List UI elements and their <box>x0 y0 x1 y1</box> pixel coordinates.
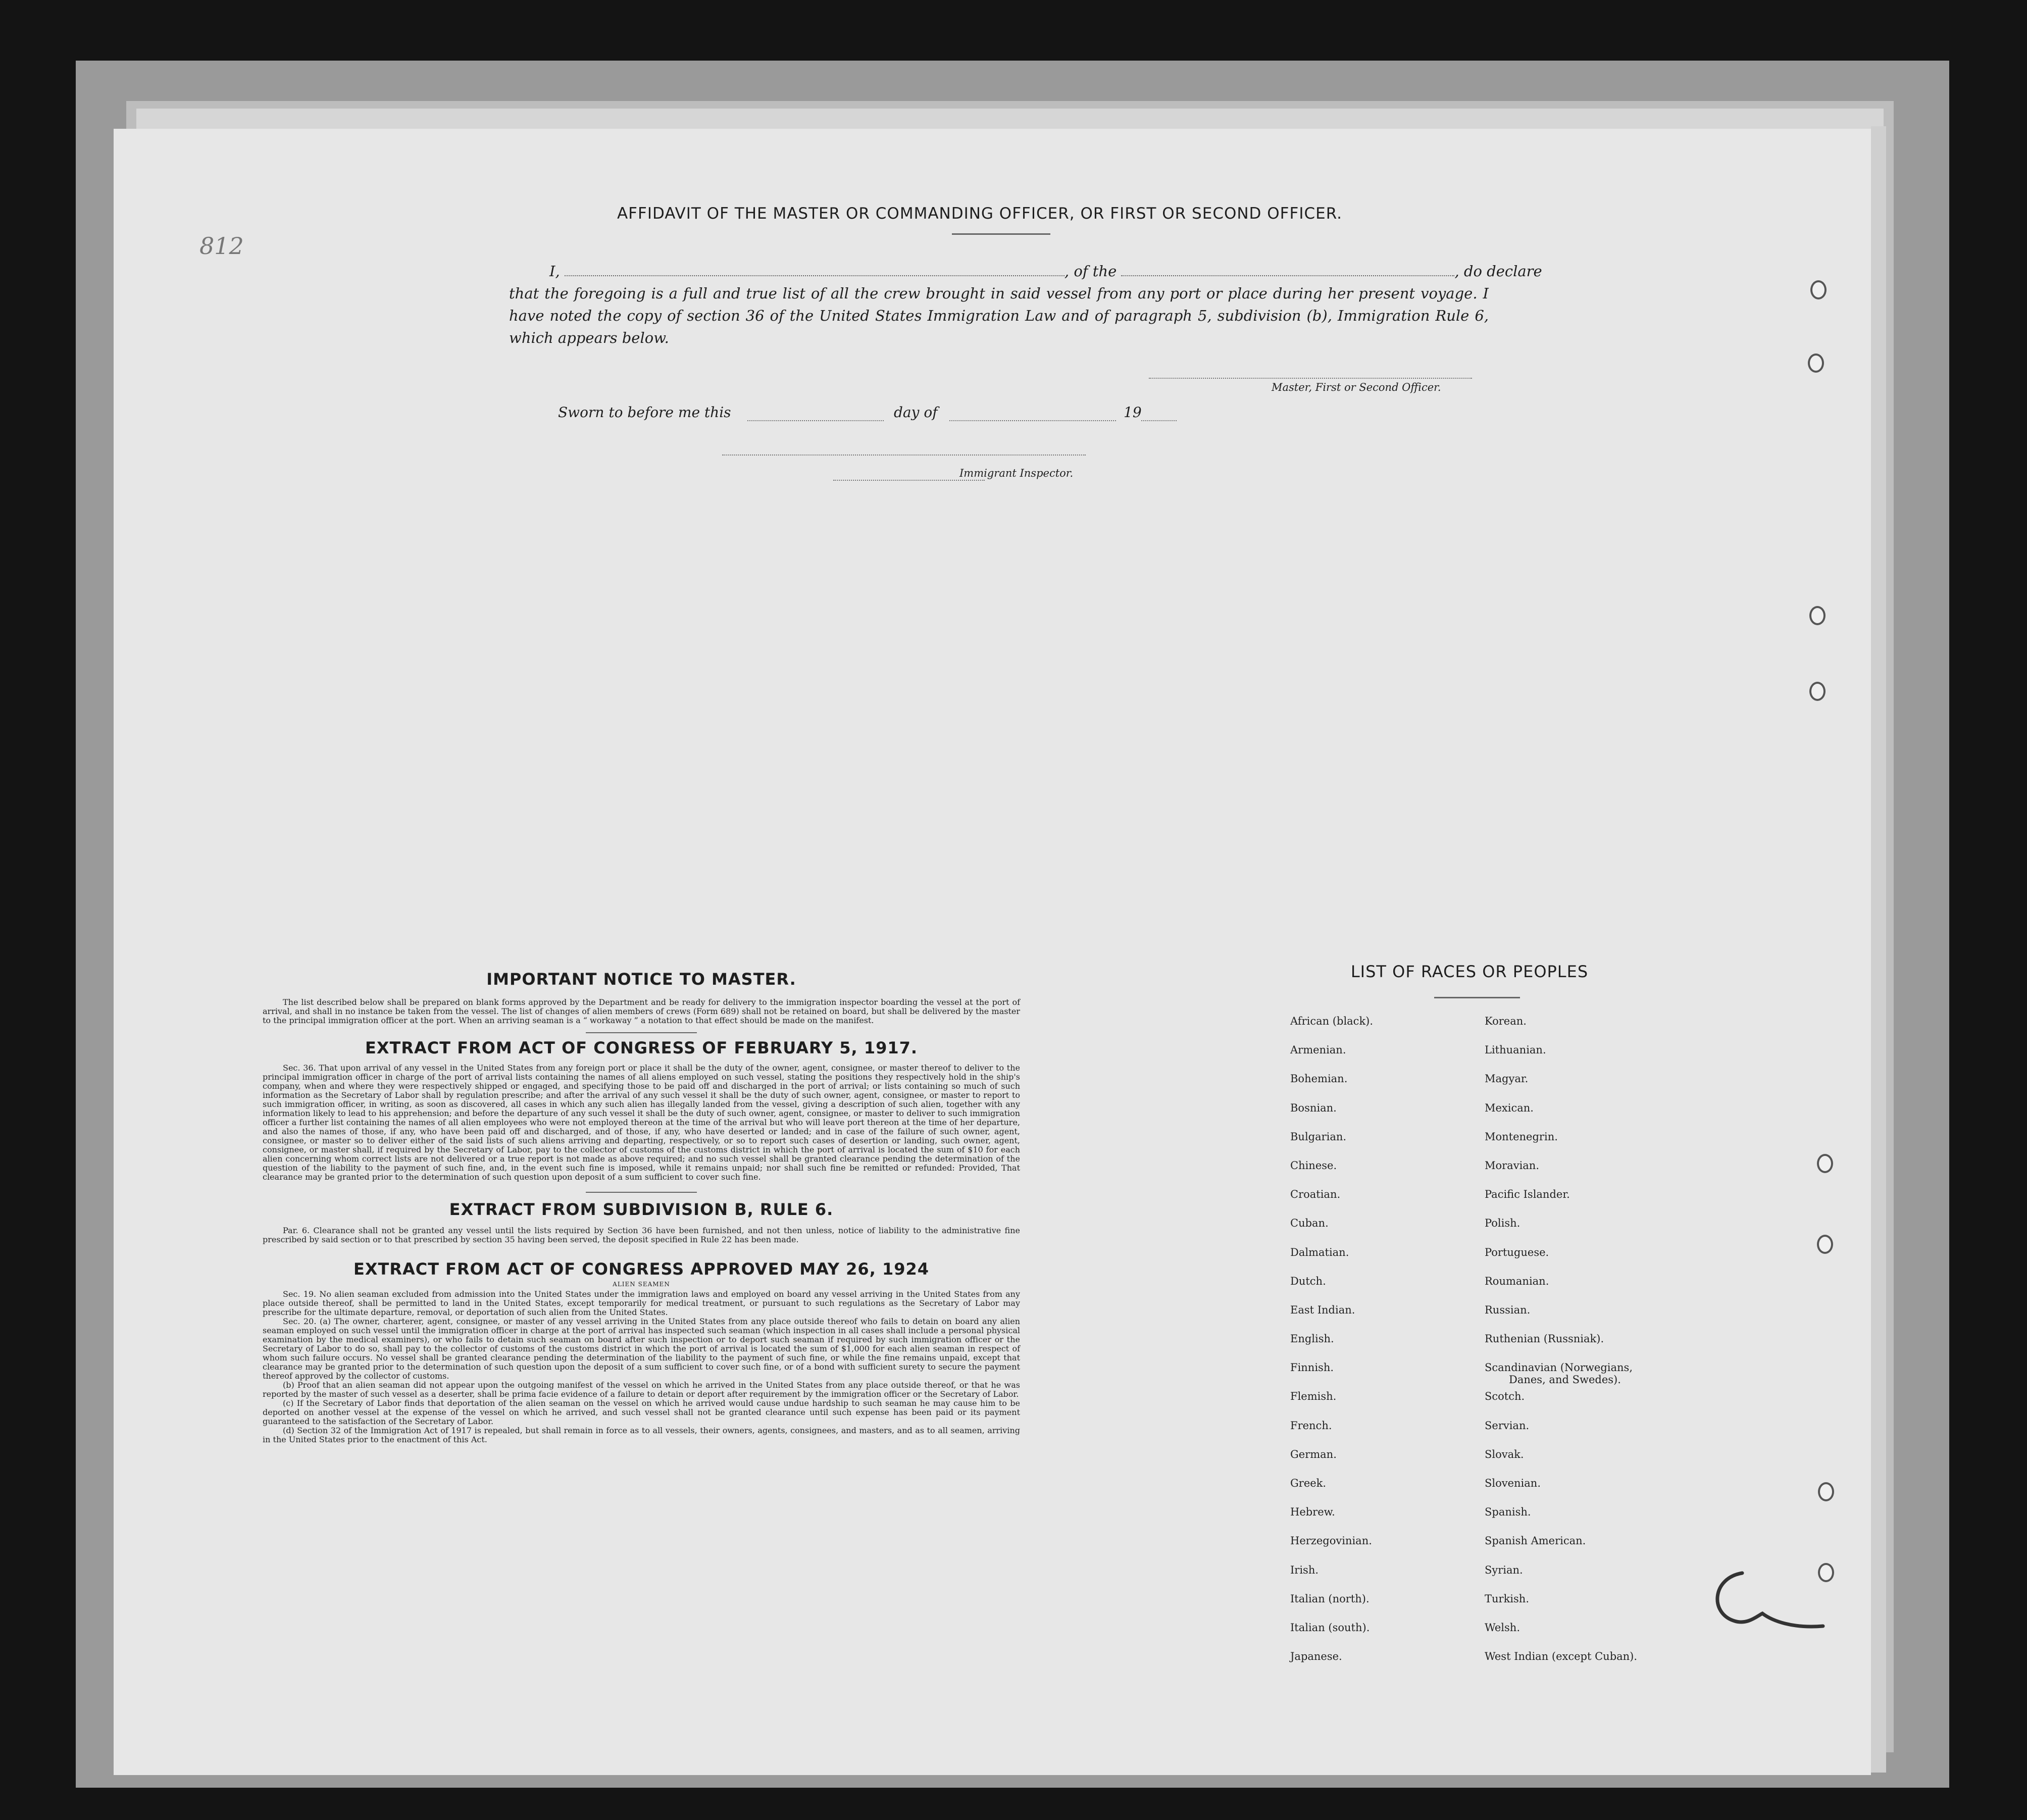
affidavit-intro: I, <box>549 263 560 280</box>
name-field[interactable] <box>565 275 1065 276</box>
extract-rule6-title: EXTRACT FROM SUBDIVISION B, RULE 6. <box>449 1200 834 1219</box>
do-declare-label: , do declare <box>1454 263 1542 280</box>
race-item: Bohemian. <box>1290 1073 1348 1085</box>
race-item: Cuban. <box>1290 1217 1329 1230</box>
race-item: Magyar. <box>1485 1073 1529 1085</box>
extract-1924-paragraph: Sec. 19. No alien seaman excluded from admission into the United States under the immigration laws and employed on board any vessel arriving in the United States from any place outside thereof, shall be permitted to land in the United States, except temporarily for medical treatment, or pursuant to such regulations as the Secretary of Labor may prescribe for the ultimate departure, removal, or deportation of such alien from the United States. <box>263 1289 1020 1317</box>
extract-1924-subtitle: ALIEN SEAMEN <box>613 1281 670 1288</box>
race-item-label: Scandinavian (Norwegians, <box>1485 1361 1633 1374</box>
extract-1924-title: EXTRACT FROM ACT OF CONGRESS APPROVED MAY 26, 1924 <box>353 1259 930 1279</box>
affidavit-text: that the foregoing is a full and true list of all the crew brought in said vessel from any port or place during her present voyage. I have noted the copy of section 36 of the United States Immigration Law and of paragraph 5, subdivision (b), Immigration Rule 6, which appears below. <box>509 285 1489 346</box>
race-item: Croatian. <box>1290 1188 1341 1201</box>
punch-hole-icon <box>1817 1235 1833 1254</box>
extract-1924-paragraph: (b) Proof that an alien seaman did not appear upon the outgoing manifest of the vessel on which he arrived in the United States from any place outside thereof, or that he was reported by the master of such vessel as a deserter, shall be prima facie evidence of a failure to detain or deport after requirement by the immigration officer or the Secretary of Labor. <box>263 1380 1020 1399</box>
notice-column <box>263 970 1020 1444</box>
race-item: Irish. <box>1290 1563 1319 1576</box>
race-item: Bulgarian. <box>1290 1130 1347 1143</box>
year-prefix: 19 <box>1124 404 1142 421</box>
race-item: Welsh. <box>1485 1621 1520 1634</box>
race-item: Ruthenian (Russniak). <box>1485 1333 1604 1345</box>
vessel-field[interactable] <box>1121 275 1454 276</box>
affidavit-body <box>509 260 1542 349</box>
handwritten-mark-icon <box>1707 1565 1838 1641</box>
divider <box>586 1032 697 1033</box>
race-item: Mexican. <box>1485 1101 1534 1114</box>
extract-rule6-body: Par. 6. Clearance shall not be granted any vessel until the lists required by Section 36 have been furnished, and not then unless, notice of liability to the administrative fine prescribed by said section or to that prescribed by section 35 having been served, the deposit specified in Rule 22 has been made. <box>263 1226 1020 1244</box>
race-item: Scotch. <box>1485 1390 1525 1403</box>
race-item: Italian (south). <box>1290 1621 1370 1634</box>
divider <box>1434 997 1520 998</box>
race-item: Japanese. <box>1290 1650 1342 1663</box>
race-item <box>1485 1361 1725 1390</box>
race-item: Hebrew. <box>1290 1506 1335 1519</box>
margin-note: 812 <box>199 232 244 260</box>
race-item: French. <box>1290 1419 1332 1432</box>
race-item: Greek. <box>1290 1477 1327 1489</box>
race-item: Flemish. <box>1290 1390 1337 1403</box>
affidavit-title: AFFIDAVIT OF THE MASTER OR COMMANDING OFFICER, OR FIRST OR SECOND OFFICER. <box>617 205 1343 223</box>
race-item: Dalmatian. <box>1290 1246 1349 1258</box>
inspector-signature-line[interactable] <box>833 480 985 481</box>
punch-hole-icon <box>1809 682 1826 701</box>
extract-1917-title: EXTRACT FROM ACT OF CONGRESS OF FEBRUARY 5, 1917. <box>365 1038 918 1057</box>
race-item: Chinese. <box>1290 1159 1337 1172</box>
inspector-label: Immigrant Inspector. <box>959 467 1074 479</box>
race-item: Polish. <box>1485 1217 1521 1230</box>
race-item: Herzegovinian. <box>1290 1535 1372 1547</box>
race-item: Turkish. <box>1485 1592 1529 1605</box>
race-item: Korean. <box>1485 1015 1527 1027</box>
race-item: Servian. <box>1485 1419 1530 1432</box>
page-edge <box>1871 126 1886 1773</box>
race-item: West Indian (except Cuban). <box>1485 1650 1638 1663</box>
day-of-label: day of <box>894 404 938 421</box>
punch-hole-icon <box>1817 1154 1833 1173</box>
master-signature-label: Master, First or Second Officer. <box>1272 381 1441 393</box>
races-title: LIST OF RACES OR PEOPLES <box>1350 962 1589 981</box>
race-item: Dutch. <box>1290 1275 1326 1287</box>
race-item: Pacific Islander. <box>1485 1188 1570 1201</box>
notice-body: The list described below shall be prepared on blank forms approved by the Department and be ready for delivery to the immigration inspector boarding the vessel at the port of arrival, and shall in no instance be taken from the vessel. The list of changes of alien members of crews (Form 689) shall not be retained on board, but shall be delivered by the master to the principal immigration officer at the port. When an arriving seaman is a “ workaway ” a notation to that effect should be made on the manifest. <box>263 997 1020 1025</box>
race-item: Armenian. <box>1290 1044 1346 1056</box>
divider <box>952 233 1050 235</box>
punch-hole-icon <box>1808 353 1824 373</box>
divider <box>586 1192 697 1193</box>
race-item: Finnish. <box>1290 1361 1334 1374</box>
race-item: Bosnian. <box>1290 1101 1337 1114</box>
race-item: Syrian. <box>1485 1563 1523 1576</box>
race-item: Spanish. <box>1485 1506 1531 1519</box>
race-item: Spanish American. <box>1485 1535 1586 1547</box>
race-item: Lithuanian. <box>1485 1044 1546 1056</box>
race-item: English. <box>1290 1333 1334 1345</box>
race-item: Roumanian. <box>1485 1275 1549 1287</box>
race-item: German. <box>1290 1448 1337 1460</box>
race-item: Russian. <box>1485 1303 1531 1316</box>
punch-hole-icon <box>1818 1482 1834 1501</box>
sworn-label: Sworn to before me this <box>558 404 731 421</box>
extract-1924-paragraph: (c) If the Secretary of Labor finds that deportation of the alien seaman on the vessel on which he arrived would cause undue hardship to such seaman he may cause him to be deported on another vessel at the expense of the vessel on which he arrived, and such vessel shall not be granted clearance until such expense has been paid or its payment guaranteed to the satisfaction of the Secretary of Labor. <box>263 1398 1020 1426</box>
extract-1917-body: Sec. 36. That upon arrival of any vessel in the United States from any foreign port or place it shall be the duty of the owner, agent, consignee, or master thereof to deliver to the principal immigration officer in charge of the port of arrival lists containing the names of all aliens employed on such vessel, stating the positions they respectively hold in the ship's company, when and where they were respectively shipped or engaged, and specifying those to be paid off and discharged in the port of arrival; or lists containing so much of such information as the Secretary of Labor shall by regulation prescribe; and after the arrival of any such vessel it shall be the duty of such owner, agent, consignee, or master to report to such immigration officer, in writing, as soon as discovered, all cases in which any such alien has illegally landed from the vessel, giving a description of such alien, together with any information likely to lead to his apprehension; and before the departure of any such vessel it shall be the duty of such owner, agent, consignee, or master to deliver to such immigration officer a further list containing the names of all alien employees who were not employed thereon at the time of the arrival but who will leave port thereon at the time of her departure, and also the names of those, if any, who have been paid off and discharged, and of those, if any, who have deserted or landed; and in case of the failure of such owner, agent, consignee, or master so to deliver either of the said lists of such aliens arriving and departing, respectively, or so to report such cases of desertion or landing, such owner, agent, consignee, or master shall, if required by the Secretary of Labor, pay to the collector of customs of the customs district in which the port of arrival is located the sum of $10 for each alien concerning whom correct lists are not delivered or a true report is not made as above required; and no such vessel shall be granted clearance pending the determination of the question of the liability to the payment of such fine, and, in the event such fine is imposed, while it remains unpaid; nor shall such fine be remitted or refunded: Provided, That clearance may be granted prior to the determination of such question upon deposit of a sum sufficient to cover such fine. <box>263 1063 1020 1182</box>
notice-title: IMPORTANT NOTICE TO MASTER. <box>486 970 796 989</box>
master-signature-line[interactable] <box>1149 378 1472 379</box>
inspector-signature-line[interactable] <box>722 454 1086 456</box>
sworn-day-field[interactable] <box>747 420 884 421</box>
punch-hole-icon <box>1810 280 1827 299</box>
races-list <box>1290 1015 1725 1679</box>
race-item-continuation: Danes, and Swedes). <box>1509 1374 1621 1386</box>
extract-1924-paragraph: (d) Section 32 of the Immigration Act of 1917 is repealed, but shall remain in force as to all vessels, their owners, agents, consignees, and masters, and as to all seamen, arriving in the United States prior to the enactment of this Act. <box>263 1426 1020 1444</box>
sworn-year-field[interactable] <box>1141 420 1177 421</box>
race-item: Italian (north). <box>1290 1592 1370 1605</box>
punch-hole-icon <box>1809 606 1826 625</box>
extract-1924-paragraph: Sec. 20. (a) The owner, charterer, agent, consignee, or master of any vessel arriving in the United States from any place outside thereof who fails to detain on board any alien seaman employed on such vessel until the immigration officer in charge at the port of arrival has inspected such seaman (which inspection in all cases shall include a personal physical examination by the medical examiners), or who fails to detain such seaman on board after such inspection or to deport such seaman if required by such immigration officer or the Secretary of Labor to do so, shall pay to the collector of customs of the customs district in which the port of arrival is located the sum of $1,000 for each alien seaman in respect of whom such failure occurs. No vessel shall be granted clearance pending the determination of the liability to the payment of such fine, or while the fine remains unpaid, except that clearance may be granted prior to the determination of such question upon the deposit of a sum sufficient to cover such fine, or of a bond with sufficient surety to secure the payment thereof approved by the collector of customs. <box>263 1317 1020 1381</box>
race-item: African (black). <box>1290 1015 1374 1027</box>
race-item: East Indian. <box>1290 1303 1355 1316</box>
race-item: Moravian. <box>1485 1159 1540 1172</box>
sworn-month-field[interactable] <box>949 420 1116 421</box>
of-the-label: , of the <box>1064 263 1117 280</box>
affidavit-first-line <box>509 260 1542 282</box>
race-item: Slovenian. <box>1485 1477 1541 1489</box>
race-item: Slovak. <box>1485 1448 1524 1460</box>
race-item: Montenegrin. <box>1485 1130 1558 1143</box>
race-item: Portuguese. <box>1485 1246 1549 1258</box>
